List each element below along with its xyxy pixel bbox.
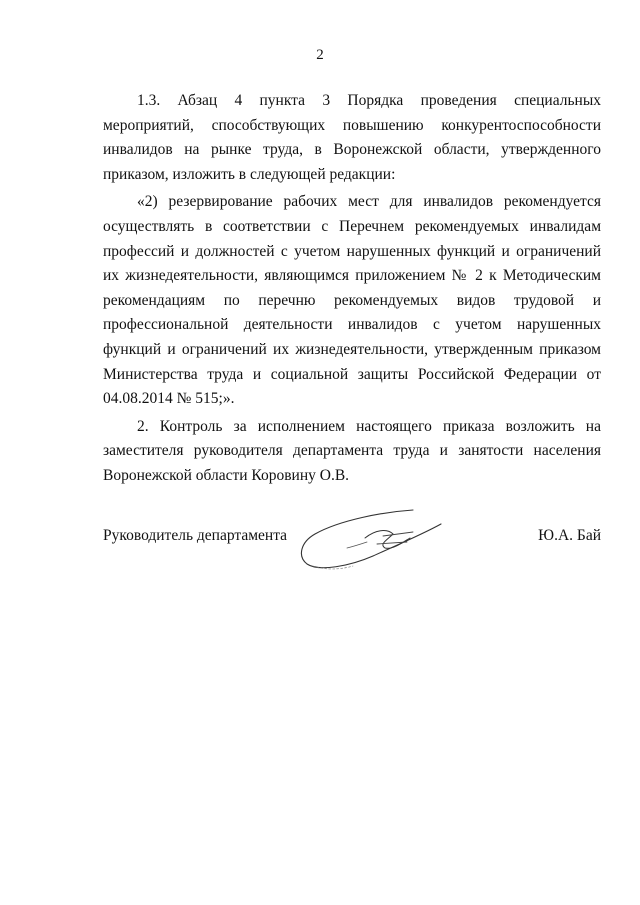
signatory-title: Руководитель департамента (103, 527, 288, 544)
paragraph-1-3: 1.3. Абзац 4 пункта 3 Порядка проведения специальных мероприятий, способствующих повышению конкурентоспособности инвалидов на рынке труда, в Воронежской области, утвержденного приказом, изложить в следующей редакции: (103, 92, 601, 183)
handwritten-signature (295, 500, 445, 575)
signatory-name: Ю.А. Бай (538, 527, 601, 544)
page-number: 2 (316, 47, 324, 63)
document-body (103, 89, 601, 489)
paragraph-quoted-item-2: «2) резервирование рабочих мест для инвалидов рекомендуется осуществлять в соответствии с Перечнем рекомендуемых инвалидам профессий и должностей с учетом нарушенных функций и ограничений их жизнедеятельности, являющимся приложением № 2 к Методическим рекомендациям по перечню рекомендуемых видов трудовой и профессиональной деятельности инвалидов с учетом нарушенных функций и ограничений их жизнедеятельности, утвержденным приказом Министерства труда и социальной защиты Российской Федерации от 04.08.2014 № 515;». (103, 193, 601, 408)
paragraph-2-control: 2. Контроль за исполнением настоящего приказа возложить на заместителя руководителя департамента труда и занятости населения Воронежской области Коровину О.В. (103, 417, 601, 484)
